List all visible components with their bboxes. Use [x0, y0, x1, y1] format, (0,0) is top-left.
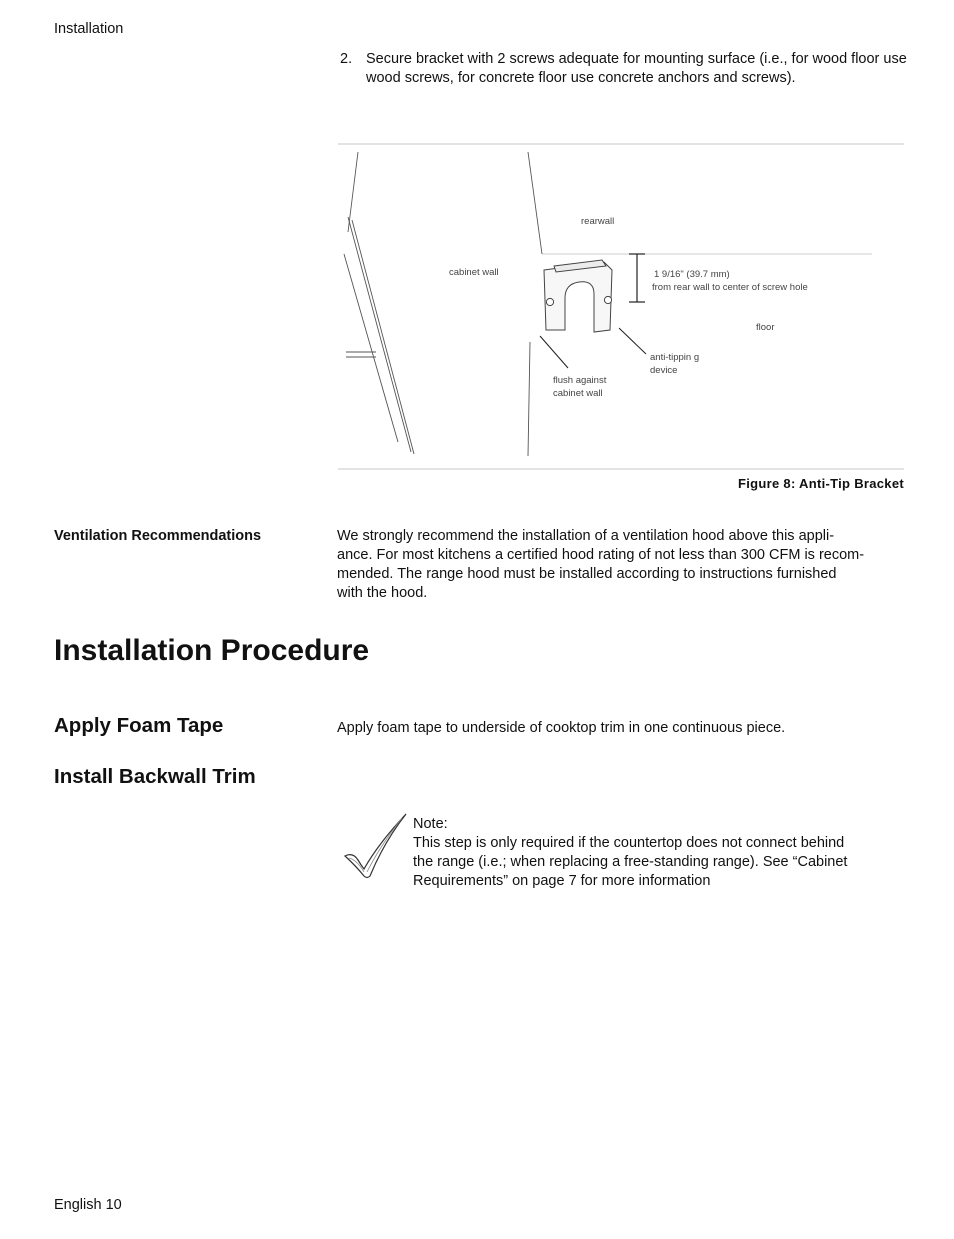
rear-wall-label: rearwall [581, 216, 615, 227]
cabinet-wall-label: cabinet wall [449, 267, 499, 278]
ventilation-heading: Ventilation Recommendations [54, 528, 262, 544]
device-label-line2: device [650, 365, 678, 376]
step-text: Secure bracket with 2 screws adequate for mounting surface (i.e., for wood floor use wood screws, for concrete floor use concrete anchors and screws). [366, 51, 907, 86]
ventilation-line: We strongly recommend the installation of a ventilation hood above this appli- [337, 528, 835, 544]
section-title: Installation Procedure [54, 634, 370, 667]
anti-tipping-bracket-drawing [544, 260, 612, 332]
dimension-note-label: from rear wall to center of screw hole [652, 282, 808, 293]
floor-label: floor [756, 322, 775, 333]
dimension-label: 1 9/16" (39.7 mm) [654, 269, 730, 280]
device-leader-line [619, 328, 646, 354]
flush-label-line1: flush against [553, 375, 607, 386]
apply-foam-tape-text: Apply foam tape to underside of cooktop trim in one continuous piece. [337, 720, 786, 736]
flush-label-line2: cabinet wall [553, 388, 603, 399]
note-line: Requirements” on page 7 for more information [413, 873, 711, 889]
install-backwall-trim-heading: Install Backwall Trim [54, 765, 256, 788]
checkmark-icon [340, 812, 410, 882]
page-footer: English 10 [54, 1197, 122, 1213]
anti-tip-bracket-figure [336, 142, 906, 472]
flush-leader-line [540, 336, 568, 368]
figure-caption: Figure 8: Anti-Tip Bracket [738, 476, 904, 491]
note-line: This step is only required if the countertop does not connect behind [413, 835, 845, 851]
dimension-marker [629, 254, 645, 302]
rear-wall-drawing [528, 152, 872, 456]
note-line: the range (i.e.; when replacing a free-standing range). See “Cabinet [413, 854, 848, 870]
step-2 [340, 50, 920, 88]
apply-foam-tape-heading: Apply Foam Tape [54, 714, 224, 737]
running-header: Installation [54, 21, 124, 37]
ventilation-line: with the hood. [337, 585, 428, 601]
step-number: 2. [340, 51, 353, 67]
device-label-line1: anti-tippin g [650, 352, 700, 363]
ventilation-line: mended. The range hood must be installed according to instructions furnished [337, 566, 837, 582]
note-block [413, 815, 903, 891]
note-label: Note: [413, 816, 448, 832]
ventilation-paragraph [337, 527, 909, 603]
cabinet-wall-drawing [344, 152, 414, 454]
ventilation-line: ance. For most kitchens a certified hood rating of not less than 300 CFM is recom- [337, 547, 865, 563]
